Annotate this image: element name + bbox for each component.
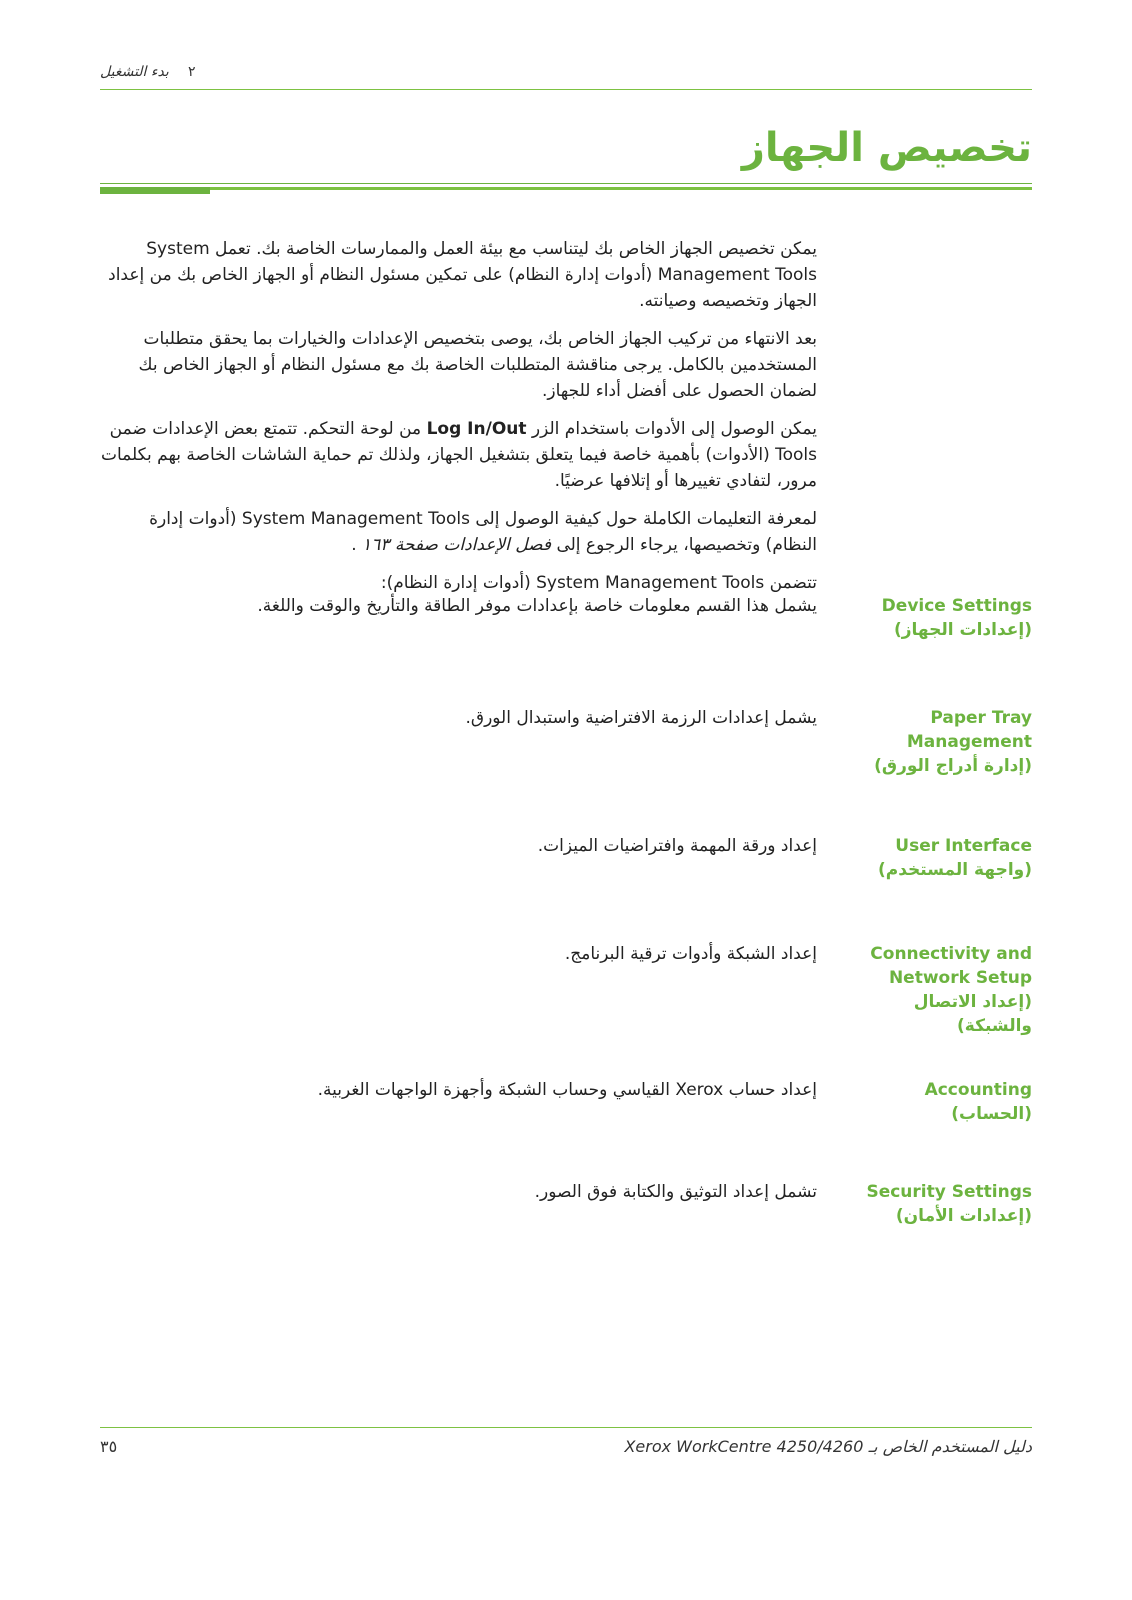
settings-description: تشمل إعداد التوثيق والكتابة فوق الصور. [534,1182,817,1202]
product-term: System Management Tools [146,239,817,285]
settings-description: يشمل إعدادات الرزمة الافتراضية واستبدال الورق. [465,708,817,728]
intro-paragraph-1 [100,236,817,314]
settings-label-ar: (واجهة المستخدم) [877,860,1032,880]
running-header [100,64,1032,86]
settings-label-en: Security Settings [866,1182,1032,1202]
intro-paragraph-2: بعد الانتهاء من تركيب الجهاز الخاص بك، يوصى بتخصيص الإعدادات والخيارات بما يحقق متطلبات المستخدمين بالكامل. يرجى مناقشة المتطلبات الخاصة بك مع مسئول النظام أو الجهاز الخاص بك لضمان الحصول على أفضل أداء للجهاز. [138,329,817,401]
button-term: Log In/Out [426,419,527,439]
header-rule [100,89,1032,90]
product-name: Xerox WorkCentre 4250/4260 [624,1437,864,1456]
footer-page-number: ٣٥ [100,1437,118,1456]
settings-label [842,942,1032,1038]
page-title: تخصيص الجهاز [741,125,1032,171]
text-run: . [351,535,363,555]
settings-description: يشمل هذا القسم معلومات خاصة بإعدادات موفر الطاقة والتأريخ والوقت واللغة. [257,596,817,616]
intro-paragraph-4 [100,506,817,558]
settings-label-en: Device Settings [881,596,1032,616]
settings-label-ar: (إعدادات الأمان) [895,1206,1032,1226]
settings-label-ar: (إدارة أدراج الورق) [874,756,1032,776]
settings-label-en: Paper Tray Management [906,708,1032,752]
text-run: (أدوات إدارة النظام) وتخصيصها، يرجاء الرجوع إلى [149,509,817,555]
text-run: (أدوات إدارة النظام): [380,573,537,593]
settings-label-ar: (إعدادات الجهاز) [893,620,1032,640]
settings-label-ar: (إعداد الاتصال والشبكة) [913,992,1032,1036]
text-run: من لوحة التحكم. تتمتع بعض الإعدادات ضمن [109,419,427,439]
intro-paragraph-5 [100,570,817,596]
settings-label-en: Accounting [924,1080,1032,1100]
text-run: يمكن تخصيص الجهاز الخاص بك ليتناسب مع بيئة العمل والممارسات الخاصة بك. تعمل [209,239,817,259]
text-run: (أدوات إدارة النظام) على تمكين مسئول النظام أو الجهاز الخاص بك من إعداد الجهاز وتخصيصه وصيانته. [108,265,817,311]
text-run: يمكن الوصول إلى الأدوات باستخدام الزر [526,419,817,439]
chapter-number: ٢ [188,64,196,80]
product-term: System Management Tools [241,509,470,529]
settings-label [842,834,1032,882]
settings-description: إعداد ورقة المهمة وافتراضيات الميزات. [537,836,817,856]
settings-label-en: Connectivity and Network Setup [870,944,1032,988]
product-term: Tools [775,445,817,465]
settings-label [842,1180,1032,1228]
intro-paragraph-3 [100,416,817,494]
text-run: لمعرفة التعليمات الكاملة حول كيفية الوصول إلى [469,509,817,529]
cross-reference-link[interactable]: فصل الإعدادات صفحة ١٦٣ [362,535,552,555]
title-rule-accent [100,187,210,194]
settings-label [842,1078,1032,1126]
settings-label-ar: (الحساب) [951,1104,1032,1124]
product-term: System Management Tools [536,573,765,593]
title-rule-thick [100,187,1032,190]
settings-label [842,706,1032,778]
title-rule-thin [100,183,1032,184]
footer-title [432,1437,1032,1456]
settings-label [842,594,1032,642]
settings-description: إعداد حساب Xerox القياسي وحساب الشبكة وأجهزة الواجهات الغربية. [317,1080,817,1100]
settings-description: إعداد الشبكة وأدوات ترقية البرنامج. [564,944,817,964]
intro-text [100,236,817,608]
chapter-title: بدء التشغيل [100,64,169,80]
footer-rule [100,1427,1032,1428]
settings-label-en: User Interface [895,836,1032,856]
text-run: دليل المستخدم الخاص بـ [863,1437,1032,1456]
text-run: (الأدوات) بأهمية خاصة فيما يتعلق بتشغيل الجهاز، ولذلك تم حماية الشاشات الخاصة بهم بكلمات مرور، لتفادي تغييرها أو إتلافها عرضيًا. [100,445,817,491]
text-run: تتضمن [764,573,817,593]
